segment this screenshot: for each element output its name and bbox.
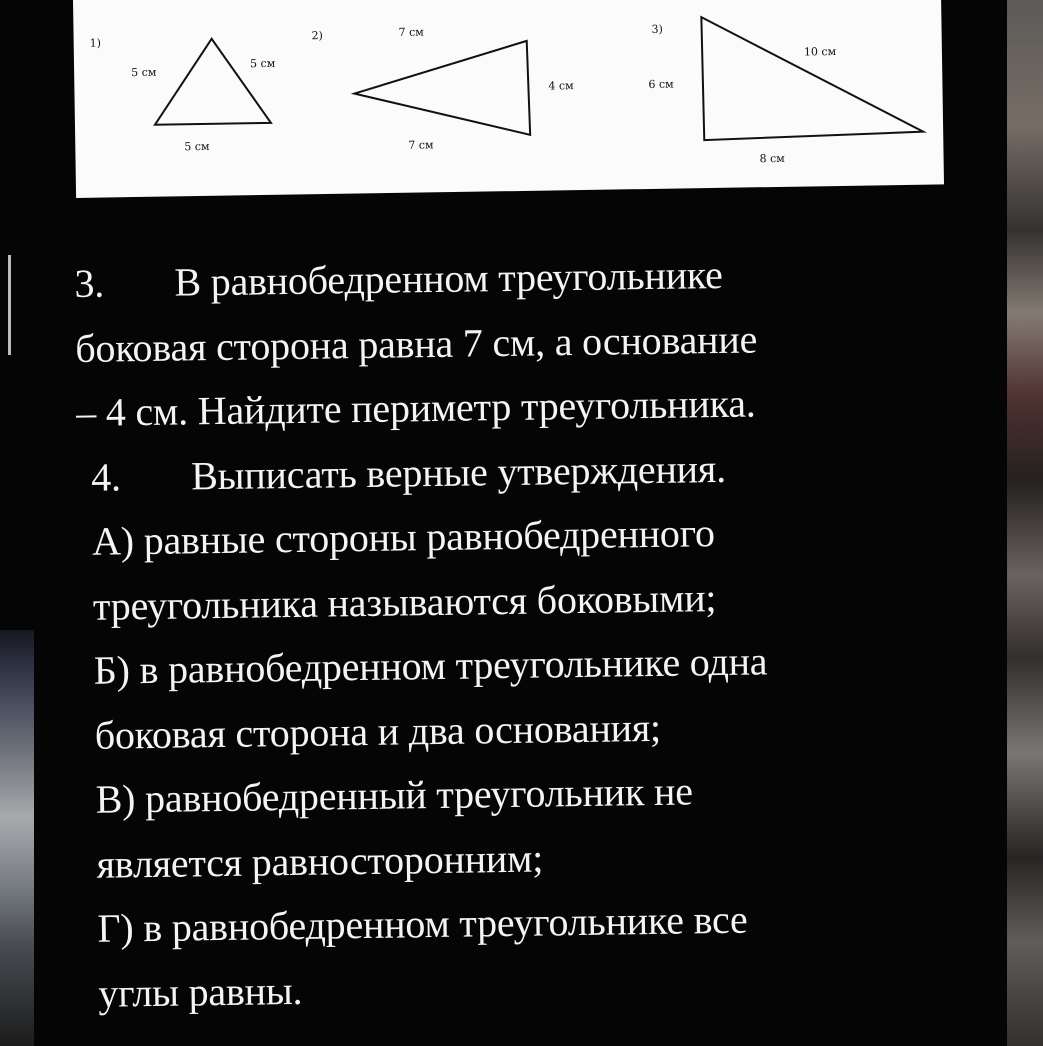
figure-2-number: 2) bbox=[311, 29, 323, 43]
figure-3-base-label: 8 см bbox=[759, 151, 785, 166]
figure-1 bbox=[90, 34, 277, 155]
figure-2 bbox=[311, 23, 575, 153]
task-4-heading-line bbox=[77, 433, 938, 510]
statement-a-line-2: треугольника называются боковыми; bbox=[92, 574, 717, 629]
statement-a-line-1: А) равные стороны равнобедренного bbox=[91, 510, 715, 564]
figure-2-bottom-label: 7 см bbox=[408, 138, 434, 152]
task-3-text-1: В равнобедренном треугольнике bbox=[174, 251, 723, 305]
statement-v-line-1: В) равнобедренный треугольник не bbox=[95, 768, 694, 822]
task-3-number: 3. bbox=[74, 260, 105, 306]
figure-2-right-label: 4 см bbox=[548, 79, 574, 93]
figure-1-left-label: 5 см bbox=[131, 65, 157, 80]
triangle-figures bbox=[73, 0, 944, 198]
figure-3-left-label: 6 см bbox=[648, 77, 674, 91]
task-3-line-3: – 4 см. Найдите периметр треугольника. bbox=[75, 380, 756, 435]
background-edge-line bbox=[8, 255, 11, 355]
figure-1-base-label: 5 см bbox=[184, 139, 210, 154]
triangle-figures-panel bbox=[73, 0, 944, 198]
figure-1-right-label: 5 см bbox=[249, 56, 276, 71]
background-edge-right bbox=[1007, 0, 1043, 1046]
statement-g-line-1: Г) в равнобедренном треугольнике все bbox=[97, 896, 748, 951]
statement-g-line-2: углы равны. bbox=[98, 967, 303, 1016]
task-3-line-1 bbox=[74, 240, 935, 317]
statement-b-line-2: боковая сторона и два основания; bbox=[94, 704, 662, 758]
tasks-text bbox=[74, 240, 945, 1026]
figure-3-hypotenuse-label: 10 см bbox=[803, 45, 837, 59]
figure-1-triangle bbox=[154, 38, 271, 125]
task-4-number: 4. bbox=[90, 453, 122, 500]
figure-2-triangle bbox=[354, 41, 530, 138]
statement-v-line-2: является равносторонним; bbox=[96, 835, 544, 887]
task-3-line-2: боковая сторона равна 7 см, а основание bbox=[75, 315, 758, 371]
figure-3-triangle bbox=[701, 14, 923, 140]
statement-b-line-1: Б) в равнобедренном треугольнике одна bbox=[93, 638, 768, 693]
figure-3 bbox=[647, 14, 923, 167]
background-edge-left bbox=[0, 630, 34, 1046]
figure-1-number: 1) bbox=[89, 36, 102, 50]
figure-2-top-label: 7 см bbox=[398, 25, 424, 39]
figure-3-number: 3) bbox=[651, 22, 663, 36]
task-4-heading: Выписать верные утверждения. bbox=[190, 445, 727, 498]
